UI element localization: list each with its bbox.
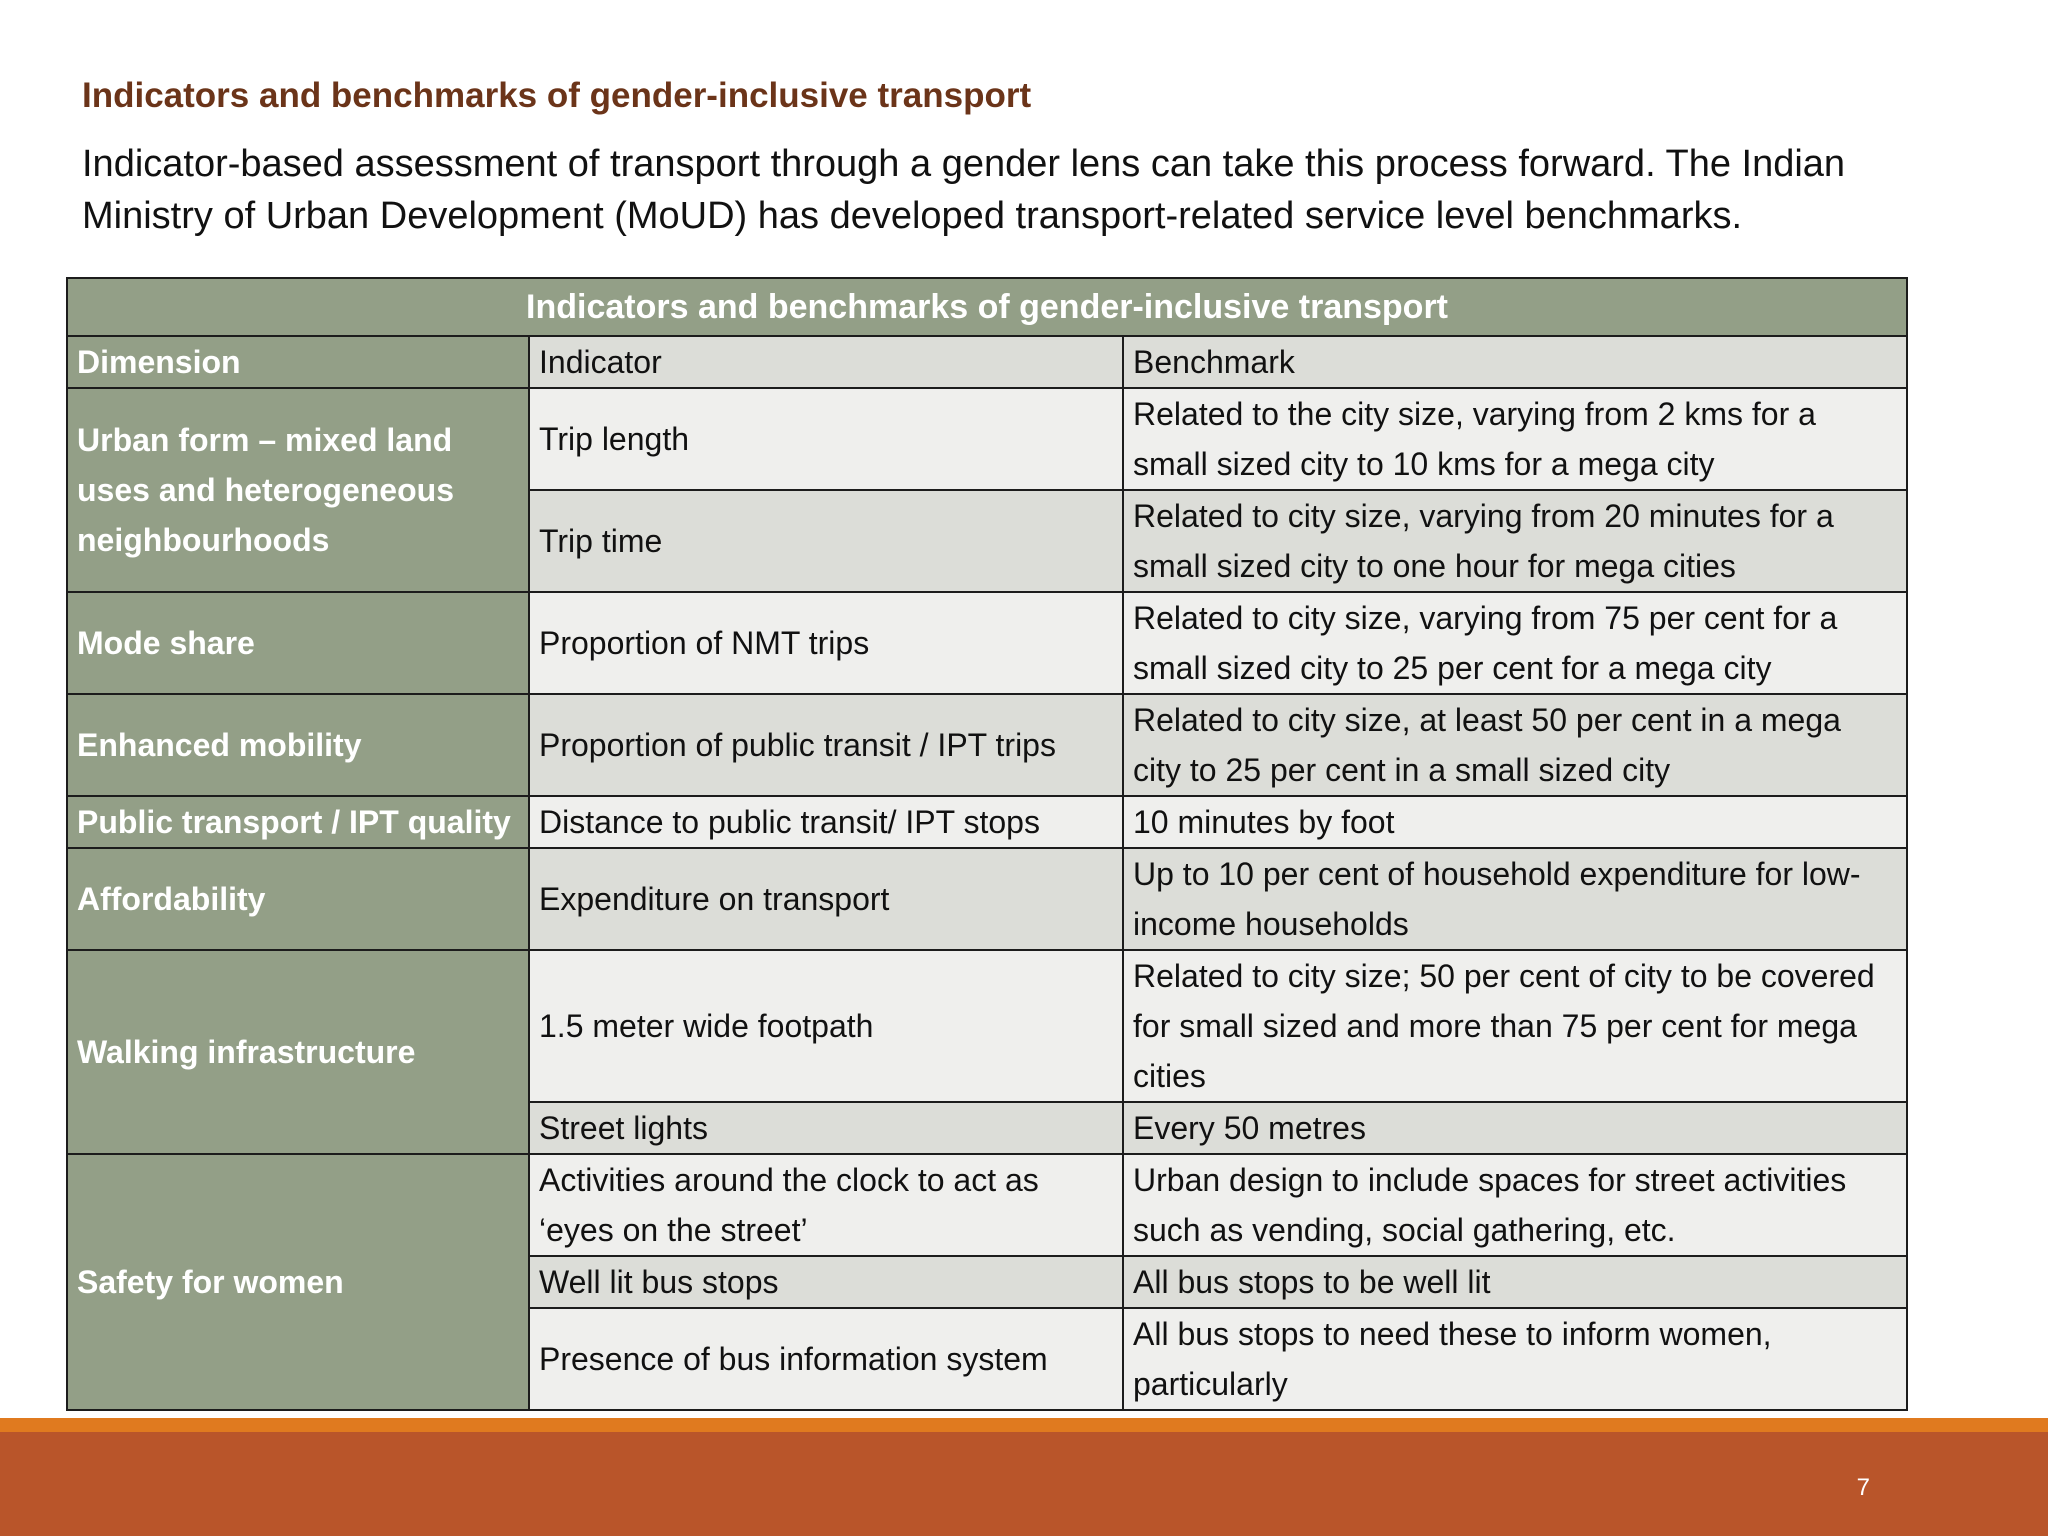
footer-accent-strip — [0, 1418, 2048, 1432]
benchmark-cell: Related to city size, varying from 20 minutes for a small sized city to one hour for mega cities — [1123, 490, 1907, 592]
header-indicator: Indicator — [529, 336, 1123, 388]
dimension-cell: Public transport / IPT quality — [67, 796, 529, 848]
intro-paragraph: Indicator-based assessment of transport through a gender lens can take this process forward. The Indian Ministry of Urban Development (MoUD) has developed transport-related service level benchmarks. — [82, 143, 1846, 237]
indicator-cell: Distance to public transit/ IPT stops — [529, 796, 1123, 848]
indicator-cell: 1.5 meter wide footpath — [529, 950, 1123, 1102]
benchmark-cell: Urban design to include spaces for street activities such as vending, social gathering, etc. — [1123, 1154, 1907, 1256]
header-benchmark: Benchmark — [1123, 336, 1907, 388]
benchmark-cell: Related to the city size, varying from 2 kms for a small sized city to 10 kms for a mega city — [1123, 388, 1907, 490]
dimension-cell: Mode share — [67, 592, 529, 694]
table-row — [67, 694, 1907, 796]
indicator-cell: Presence of bus information system — [529, 1308, 1123, 1410]
benchmark-table — [66, 277, 1908, 1411]
table-caption: Indicators and benchmarks of gender-inclusive transport — [67, 278, 1907, 336]
dimension-cell: Walking infrastructure — [67, 950, 529, 1154]
table-row — [67, 388, 1907, 490]
benchmark-cell: All bus stops to be well lit — [1123, 1256, 1907, 1308]
indicator-cell: Activities around the clock to act as ‘eyes on the street’ — [529, 1154, 1123, 1256]
table-row — [67, 848, 1907, 950]
indicator-cell: Expenditure on transport — [529, 848, 1123, 950]
footer-bar — [0, 1432, 2048, 1536]
table-header-row — [67, 336, 1907, 388]
slide-title: Indicators and benchmarks of gender-inclusive transport — [82, 76, 1032, 115]
table-row — [67, 592, 1907, 694]
page-number: 7 — [1856, 1474, 1870, 1501]
benchmark-cell: Related to city size; 50 per cent of city to be covered for small sized and more than 75 per cent for mega cities — [1123, 950, 1907, 1102]
benchmark-cell: Related to city size, at least 50 per cent in a mega city to 25 per cent in a small sized city — [1123, 694, 1907, 796]
header-dimension: Dimension — [67, 336, 529, 388]
table-caption-row — [67, 278, 1907, 336]
indicator-cell: Proportion of NMT trips — [529, 592, 1123, 694]
indicator-cell: Trip length — [529, 388, 1123, 490]
benchmark-cell: Every 50 metres — [1123, 1102, 1907, 1154]
dimension-cell: Enhanced mobility — [67, 694, 529, 796]
dimension-cell: Affordability — [67, 848, 529, 950]
indicator-cell: Proportion of public transit / IPT trips — [529, 694, 1123, 796]
benchmark-cell: 10 minutes by foot — [1123, 796, 1907, 848]
benchmark-cell: All bus stops to need these to inform women, particularly — [1123, 1308, 1907, 1410]
table-row — [67, 796, 1907, 848]
benchmark-cell: Related to city size, varying from 75 per cent for a small sized city to 25 per cent for a mega city — [1123, 592, 1907, 694]
dimension-cell: Urban form – mixed land uses and heterogeneous neighbourhoods — [67, 388, 529, 592]
table-row — [67, 950, 1907, 1102]
indicator-cell: Street lights — [529, 1102, 1123, 1154]
indicator-cell: Well lit bus stops — [529, 1256, 1123, 1308]
table-row — [67, 1154, 1907, 1256]
indicator-cell: Trip time — [529, 490, 1123, 592]
dimension-cell: Safety for women — [67, 1154, 529, 1410]
benchmark-cell: Up to 10 per cent of household expenditure for low-income households — [1123, 848, 1907, 950]
